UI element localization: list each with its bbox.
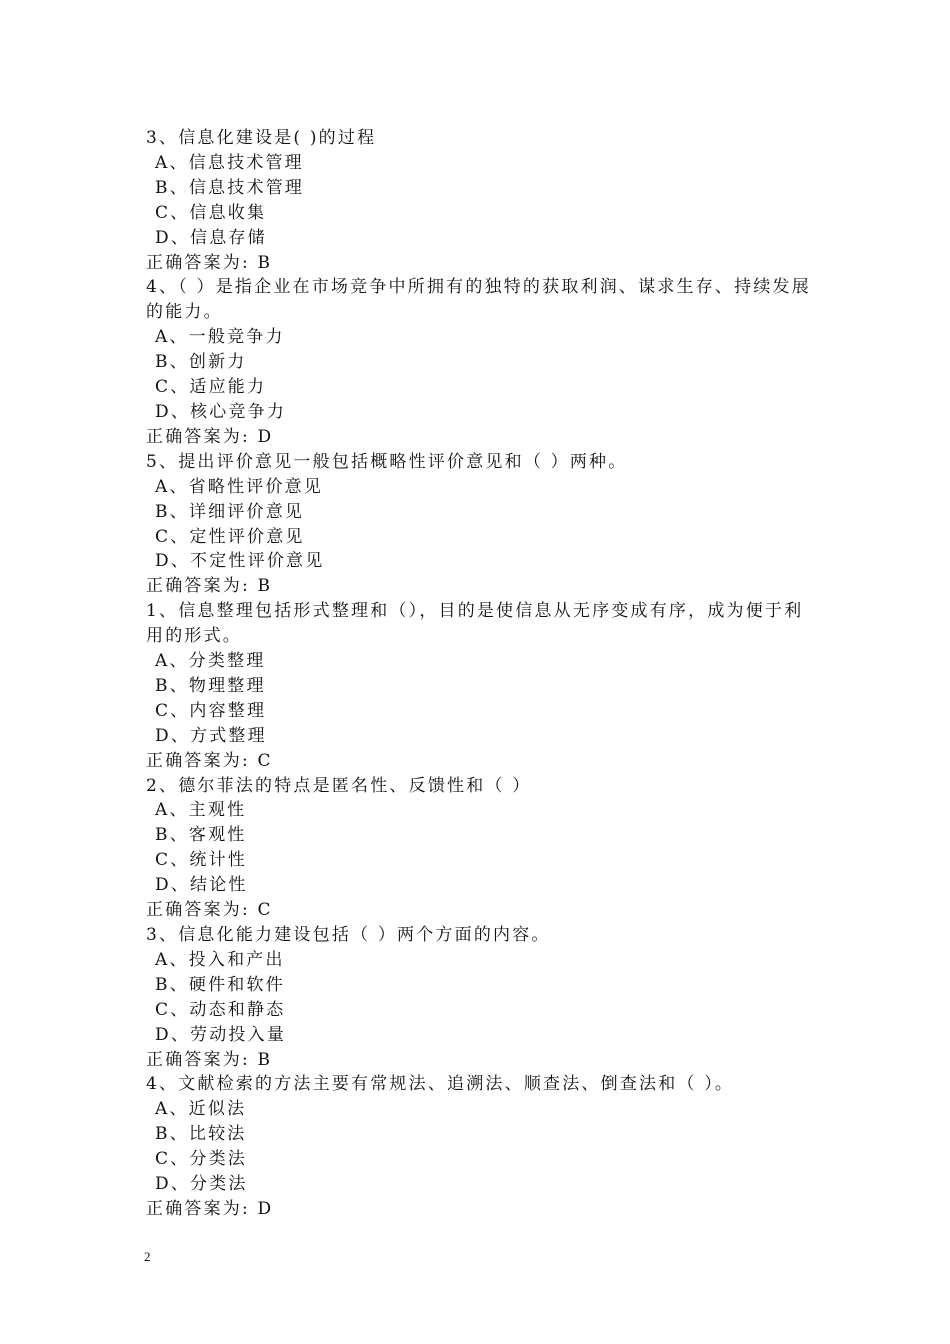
- option-c: C、适应能力: [155, 377, 267, 398]
- question-text: 3、信息化能力建设包括（ ）两个方面的内容。: [146, 925, 551, 945]
- question-block: [146, 275, 816, 449]
- option-a: A、投入和产出: [155, 949, 285, 970]
- option-d: D、劳动投入量: [155, 1024, 287, 1045]
- question-text: 2、德尔菲法的特点是匿名性、反馈性和（ ）: [146, 775, 532, 796]
- correct-answer: 正确答案为: B: [146, 1049, 273, 1070]
- question-block: [146, 599, 816, 773]
- option-d: D、方式整理: [155, 725, 267, 746]
- option-b: B、详细评价意见: [155, 501, 305, 522]
- option-a: A、信息技术管理: [155, 152, 304, 173]
- option-c: C、动态和静态: [155, 999, 286, 1020]
- option-b: B、创新力: [155, 352, 247, 373]
- question-text: 4、文献检索的方法主要有常规法、追溯法、顺查法、倒查法和（ ）。: [146, 1074, 735, 1095]
- option-b: B、客观性: [155, 825, 247, 846]
- question-block: [146, 1072, 816, 1221]
- correct-answer: 正确答案为: D: [146, 1198, 274, 1219]
- question-text: 1、信息整理包括形式整理和（），目的是使信息从无序变成有序，成为便于利用的形式。: [146, 601, 804, 647]
- option-a: A、分类整理: [155, 651, 266, 672]
- question-text: 5、提出评价意见一般包括概略性评价意见和（ ）两种。: [146, 451, 628, 472]
- option-a: A、近似法: [155, 1099, 247, 1120]
- question-text: 3、信息化建设是( )的过程: [146, 128, 377, 148]
- option-b: B、信息技术管理: [155, 177, 305, 198]
- correct-answer: 正确答案为: D: [146, 426, 274, 447]
- question-list: [146, 126, 816, 1222]
- question-block: [146, 450, 816, 599]
- option-a: A、主观性: [155, 800, 247, 821]
- option-a: A、一般竞争力: [155, 327, 285, 348]
- question-block: [146, 126, 816, 275]
- option-c: C、定性评价意见: [155, 526, 305, 547]
- correct-answer: 正确答案为: C: [146, 750, 273, 771]
- option-d: D、不定性评价意见: [155, 551, 325, 572]
- option-a: A、省略性评价意见: [155, 476, 324, 497]
- option-b: B、硬件和软件: [155, 974, 285, 995]
- option-d: D、结论性: [155, 875, 248, 896]
- option-c: C、内容整理: [155, 700, 267, 721]
- option-d: D、分类法: [155, 1174, 248, 1195]
- option-c: C、统计性: [155, 850, 248, 871]
- option-d: D、核心竞争力: [155, 401, 287, 422]
- option-d: D、信息存储: [155, 227, 267, 248]
- page-number: 2: [144, 1249, 151, 1264]
- question-block: [146, 923, 816, 1072]
- option-c: C、信息收集: [155, 202, 267, 223]
- option-b: B、物理整理: [155, 675, 266, 696]
- option-b: B、比较法: [155, 1124, 247, 1145]
- option-c: C、分类法: [155, 1149, 248, 1170]
- correct-answer: 正确答案为: B: [146, 252, 273, 273]
- question-text: 4、（ ）是指企业在市场竞争中所拥有的独特的获取利润、谋求生存、持续发展的能力。: [146, 277, 811, 323]
- correct-answer: 正确答案为: B: [146, 576, 273, 597]
- correct-answer: 正确答案为: C: [146, 900, 273, 921]
- question-block: [146, 774, 816, 923]
